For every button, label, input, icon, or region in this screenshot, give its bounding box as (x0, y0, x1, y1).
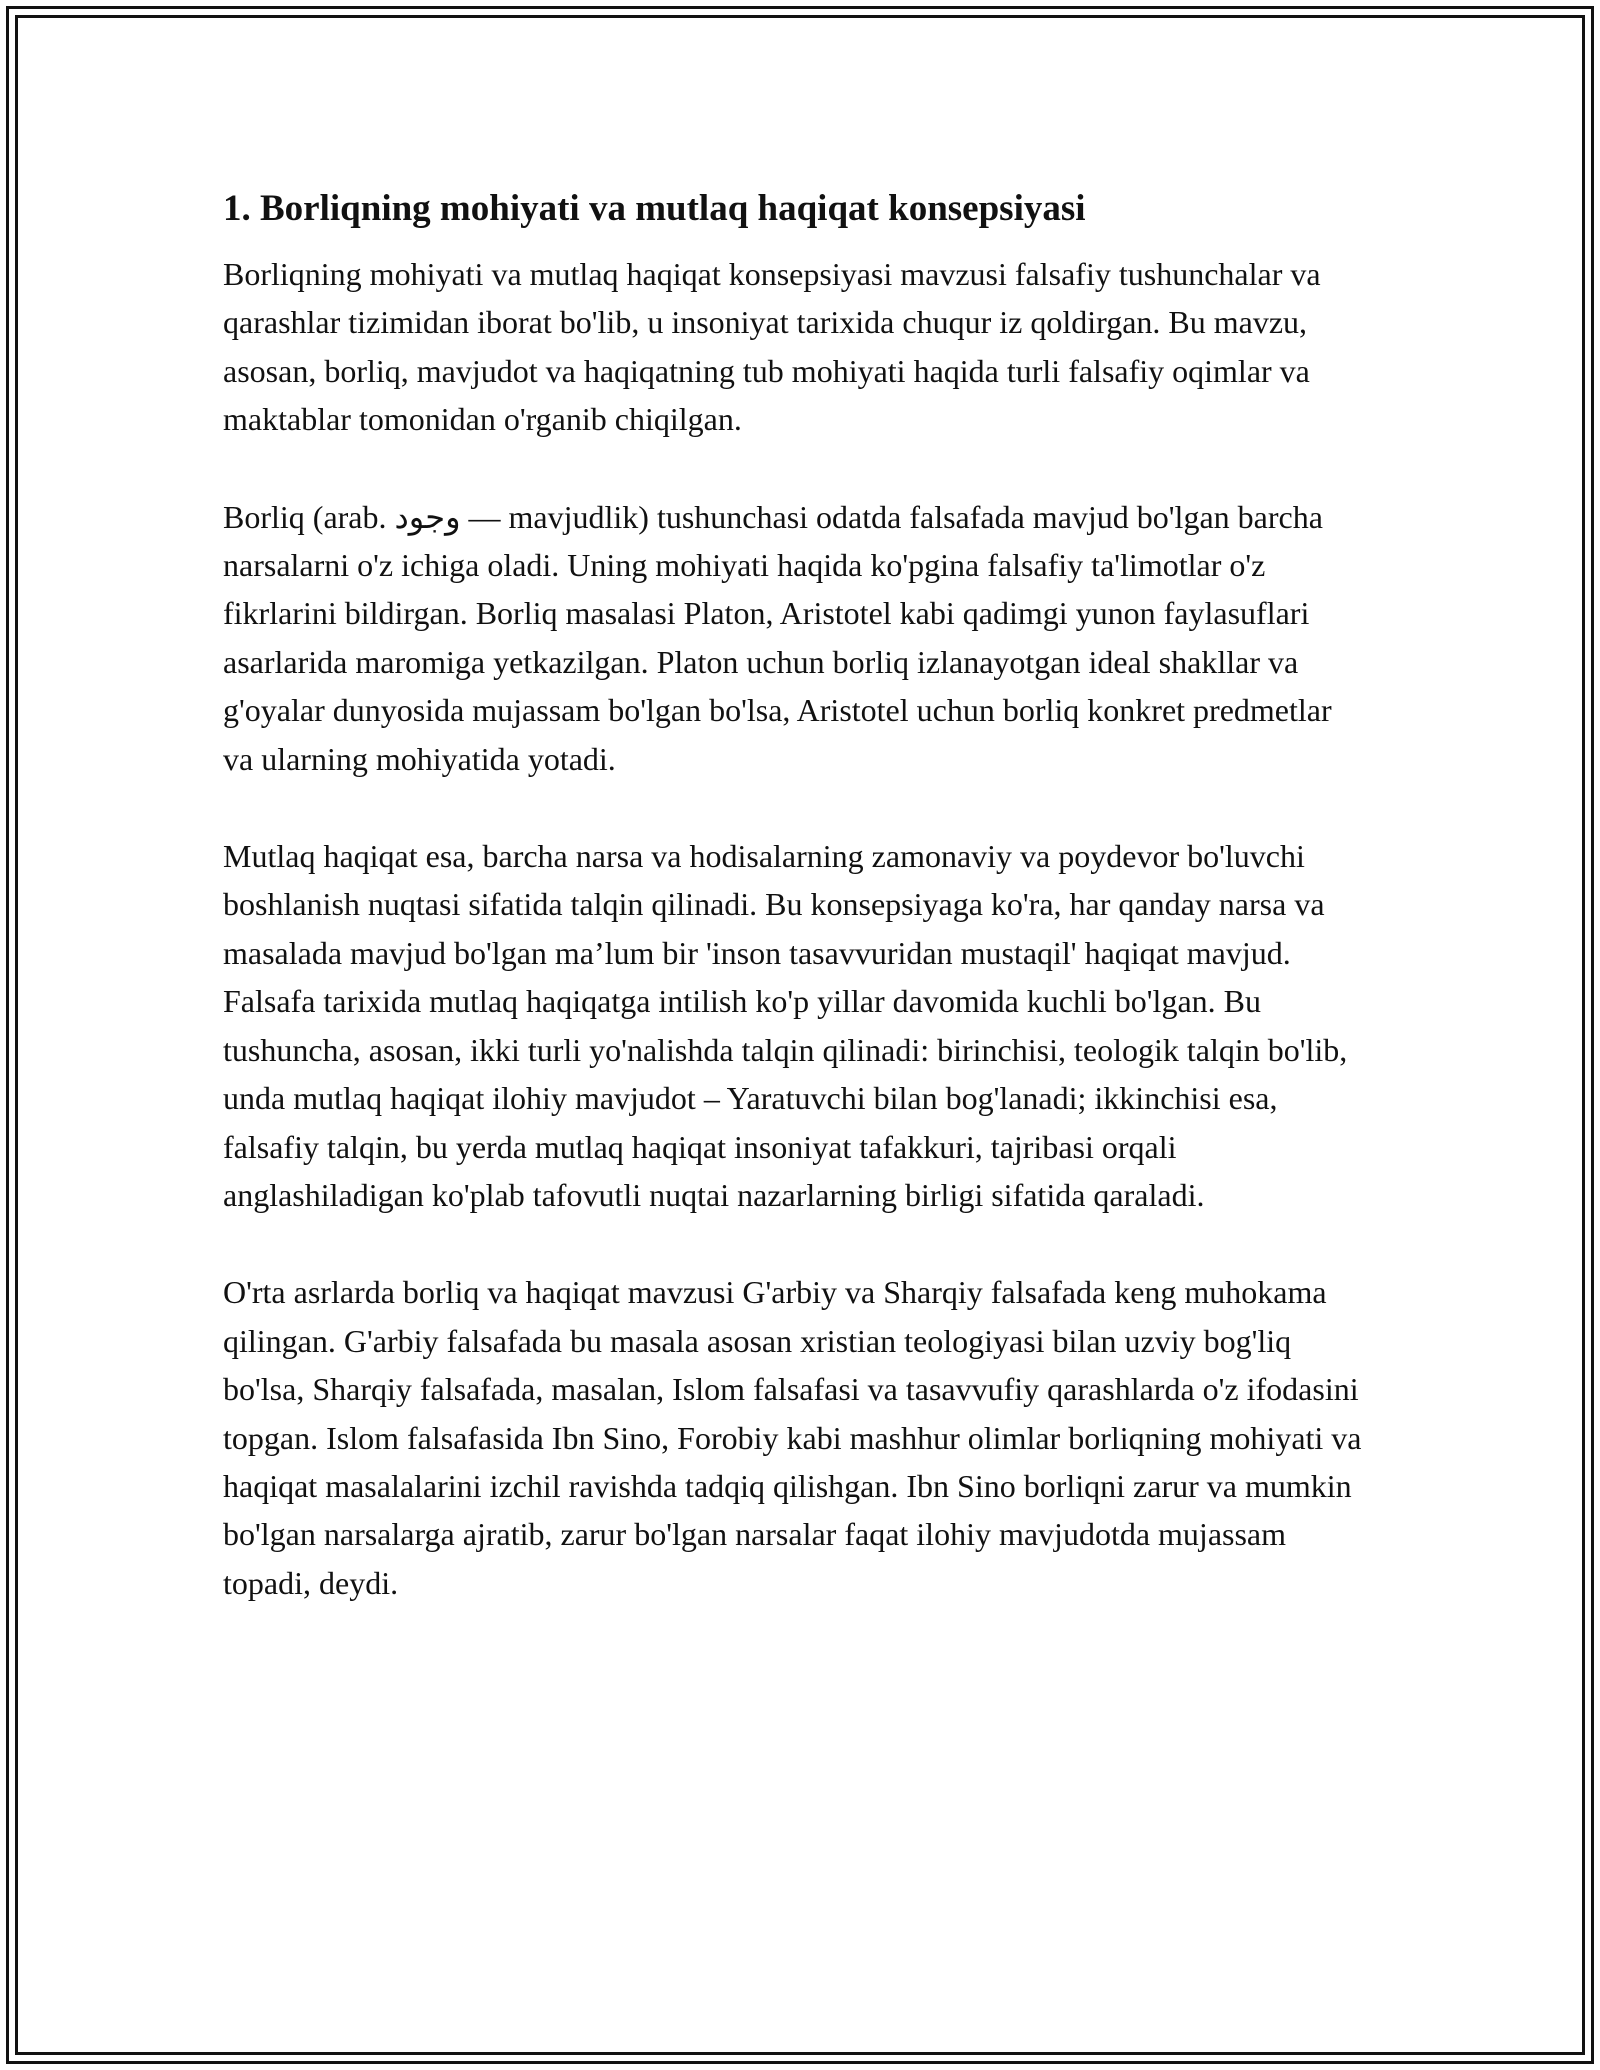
paragraph-intro: Borliqning mohiyati va mutlaq haqiqat konsepsiyasi mavzusi falsafiy tushunchalar va qarashlar tizimidan iborat bo'lib, u insoniyat tarixida chuqur iz qoldirgan. Bu mavzu, asosan, borliq, mavjudot va haqiqatning tub mohiyati haqida turli falsafiy oqimlar va maktablar tomonidan o'rganib chiqilgan. (223, 256, 1321, 438)
paragraph-borliq: Borliq (arab. وجود — mavjudlik) tushunchasi odatda falsafada mavjud bo'lgan barcha narsalarni o'z ichiga oladi. Uning mohiyati haqida ko'pgina falsafiy ta'limotlar o'z fikrlarini bildirgan. Borliq masalasi Platon, Aristotel kabi qadimgi yunon faylasuflari asarlarida maromiga yetkazilgan. Platon uchun borliq izlanayotgan ideal shakllar va g'oyalar dunyosida mujassam bo'lgan bo'lsa, Aristotel uchun borliq konkret predmetlar va ularning mohiyatida yotadi. (223, 498, 1332, 777)
section-heading: 1. Borliqning mohiyati va mutlaq haqiqat konsepsiyasi (223, 188, 1086, 229)
paragraph-orta-asrlar: O'rta asrlarda borliq va haqiqat mavzusi G'arbiy va Sharqiy falsafada keng muhokama qilingan. G'arbiy falsafada bu masala asosan xristian teologiyasi bilan uzviy bog'liq bo'lsa, Sharqiy falsafada, masalan, Islom falsafasi va tasavvufiy qarashlarda o'z ifodasini topgan. Islom falsafasida Ibn Sino, Forobiy kabi mashhur olimlar borliqning mohiyati va haqiqat masalalarini izchil ravishda tadqiq qilishgan. Ibn Sino borliqni zarur va mumkin bo'lgan narsalarga ajratib, zarur bo'lgan narsalar faqat ilohiy mavjudotda mujassam topadi, deydi. (223, 1274, 1362, 1601)
document-body (223, 186, 1363, 1607)
paragraph-mutlaq-haqiqat: Mutlaq haqiqat esa, barcha narsa va hodisalarning zamonaviy va poydevor bo'luvchi boshlanish nuqtasi sifatida talqin qilinadi. Bu konsepsiyaga ko'ra, har qanday narsa va masalada mavjud bo'lgan ma’lum bir 'inson tasavvuridan mustaqil' haqiqat mavjud. Falsafa tarixida mutlaq haqiqatga intilish ko'p yillar davomida kuchli bo'lgan. Bu tushuncha, asosan, ikki turli yo'nalishda talqin qilinadi: birinchisi, teologik talqin bo'lib, unda mutlaq haqiqat ilohiy mavjudot – Yaratuvchi bilan bog'lanadi; ikkinchisi esa, falsafiy talqin, bu yerda mutlaq haqiqat insoniyat tafakkuri, tajribasi orqali anglashiladigan ko'plab tafovutli nuqtai nazarlarning birligi sifatida qaraladi. (223, 838, 1348, 1213)
